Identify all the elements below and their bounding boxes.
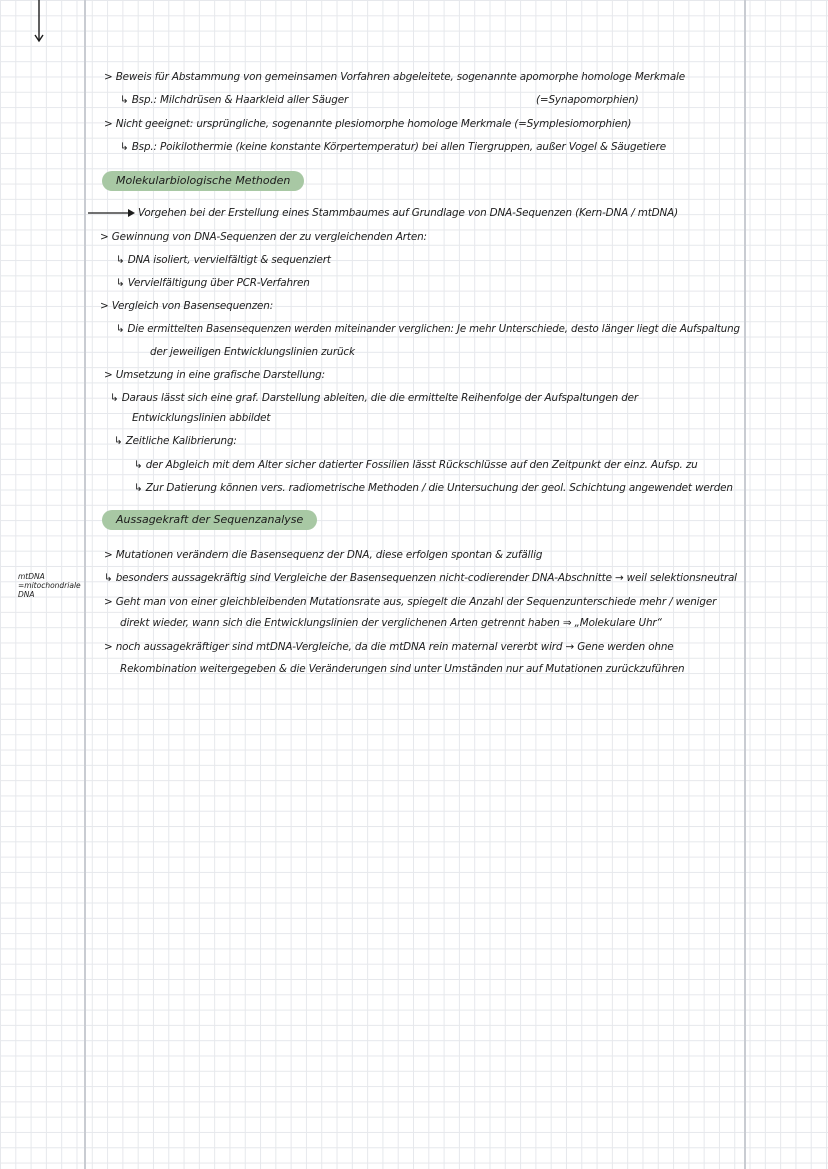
note-line: ↳ besonders aussagekräftig sind Vergleiche der Basensequenzen nicht-codierender DNA-Abschnitte → weil selektionsneutral: [104, 572, 737, 584]
margin-note-line: DNA: [18, 590, 35, 599]
note-line: > Umsetzung in eine grafische Darstellung:: [104, 369, 325, 381]
note-line: direkt wieder, wann sich die Entwicklungslinien der verglichenen Arten getrennt haben ⇒ „Molekulare Uhr“: [120, 617, 662, 629]
note-line: ↳ Bsp.: Milchdrüsen & Haarkleid aller Säuger: [120, 94, 349, 106]
note-line: ↳ DNA isoliert, vervielfältigt & sequenziert: [116, 254, 331, 266]
note-line: ↳ Zur Datierung können vers. radiometrische Methoden / die Untersuchung der geol. Schichtung angewendet werden: [134, 482, 733, 494]
note-line: ↳ Die ermittelten Basensequenzen werden miteinander verglichen: Je mehr Unterschiede, desto länger liegt die Aufspaltung: [116, 323, 740, 335]
note-line: ↳ Zeitliche Kalibrierung:: [114, 435, 237, 447]
left-margin-line: [84, 0, 86, 1169]
note-line: ↳ Bsp.: Poikilothermie (keine konstante Körpertemperatur) bei allen Tiergruppen, außer Vogel & Säugetiere: [120, 141, 667, 153]
note-line: > Nicht geeignet: ursprüngliche, sogenannte plesiomorphe homologe Merkmale (=Symplesiomorphien): [104, 118, 632, 130]
note-line: ↳ Vervielfältigung über PCR-Verfahren: [116, 277, 310, 289]
section-heading: Molekularbiologische Methoden: [102, 171, 304, 191]
note-line: Rekombination weitergegeben & die Veränderungen sind unter Umständen nur auf Mutationen zurückzuführen: [120, 663, 685, 675]
note-line: ↳ Daraus lässt sich eine graf. Darstellung ableiten, die die ermittelte Reihenfolge der Aufspaltungen der: [110, 392, 638, 404]
margin-note-line: mtDNA: [18, 572, 45, 581]
down-arrow-icon: [31, 0, 47, 44]
right-margin-line: [744, 0, 746, 1169]
note-line: > Mutationen verändern die Basensequenz der DNA, diese erfolgen spontan & zufällig: [104, 549, 543, 561]
margin-note: [18, 572, 84, 599]
note-line: ↳ der Abgleich mit dem Alter sicher datierter Fossilien lässt Rückschlüsse auf den Zeitpunkt der einz. Aufsp. zu: [134, 459, 698, 471]
note-line: > Beweis für Abstammung von gemeinsamen Vorfahren abgeleitete, sogenannte apomorphe homologe Merkmale: [104, 71, 686, 83]
note-line: > Geht man von einer gleichbleibenden Mutationsrate aus, spiegelt die Anzahl der Sequenzunterschiede mehr / weniger: [104, 596, 717, 608]
note-line: > Gewinnung von DNA-Sequenzen der zu vergleichenden Arten:: [100, 231, 427, 243]
right-arrow-icon: [88, 206, 136, 220]
note-line: > noch aussagekräftiger sind mtDNA-Vergleiche, da die mtDNA rein maternal vererbt wird → Gene werden ohne: [104, 641, 674, 653]
note-line: Vorgehen bei der Erstellung eines Stammbaumes auf Grundlage von DNA-Sequenzen (Kern-DNA / mtDNA): [138, 207, 678, 219]
margin-note-line: =mitochondriale: [18, 581, 81, 590]
note-line: (=Synapomorphien): [536, 94, 639, 106]
note-line: Entwicklungslinien abbildet: [132, 412, 271, 424]
note-line: > Vergleich von Basensequenzen:: [100, 300, 274, 312]
note-line: der jeweiligen Entwicklungslinien zurück: [150, 346, 355, 358]
section-heading: Aussagekraft der Sequenzanalyse: [102, 510, 317, 530]
